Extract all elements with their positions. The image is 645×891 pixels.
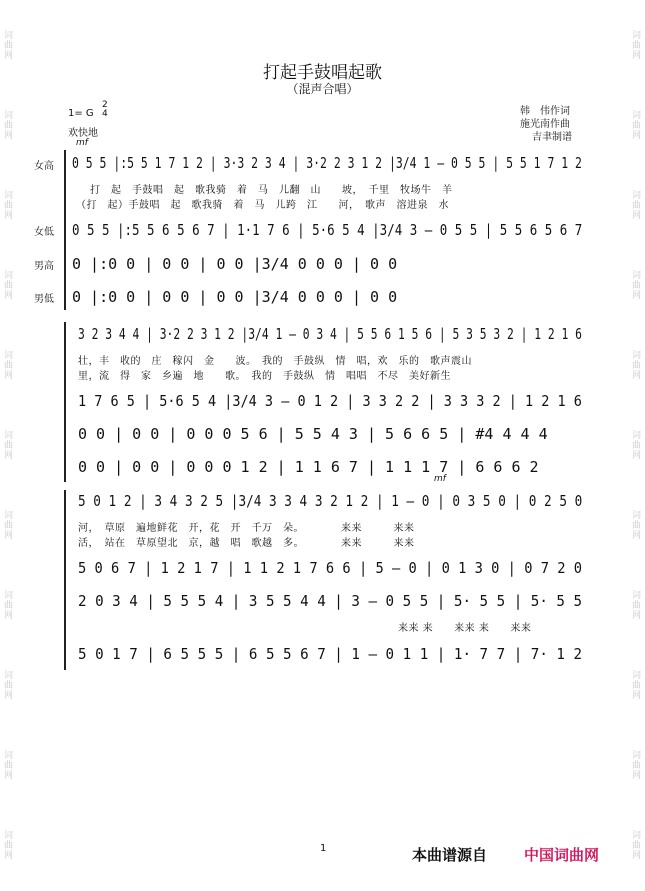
page-number: 1 [320,843,327,854]
watermark-left-4: 词曲网 [2,270,12,300]
time-top: 2 [102,100,108,110]
system2-dynamic: mf [434,474,446,484]
watermark-right-2: 词曲网 [630,110,640,140]
watermark-left-8: 词曲网 [2,590,12,620]
system1-bass: 0 |:0 0 | 0 0 | 0 0 |3/4 0 0 0 | 0 0 [72,288,398,306]
watermark-left-9: 词曲网 [2,670,12,700]
watermark-right-8: 词曲网 [630,590,640,620]
system2-lyric-1: 壮，丰 收的 庄 稼闪 金 波。 我的 手鼓纵 情 唱，欢 乐的 歌声震山 [78,356,472,367]
watermark-left-6: 词曲网 [2,430,12,460]
time-signature [102,101,108,119]
system3-tenor: 2 0 3 4 | 5 5 5 4 | 3 5 5 4 4 | 3 — 0 5 5 | 5· 5 5 | 5· 5 5 [78,592,583,610]
voice-label-tenor: 男高 [34,261,54,272]
key-signature [68,108,94,119]
system2-tenor: 0 0 | 0 0 | 0 0 0 5 6 | 5 5 4 3 | 5 6 6 5 | #4 4 4 4 [78,425,548,443]
key-label: 1= G [68,108,94,119]
watermark-right-11: 词曲网 [630,830,640,860]
system1-soprano: 0 5 5 |:5 5 1 7 1 2 | 3·3 2 3 4 | 3·2 2 3 1 2 |3/4 1 — 0 5 5 | 5 5 1 7 1 2 [72,154,582,172]
watermark-left-2: 词曲网 [2,110,12,140]
system3-bass: 5 0 1 7 | 6 5 5 5 | 6 5 5 6 7 | 1 — 0 1 1 | 1· 7 7 | 7· 1 2 [78,645,583,663]
footer-site[interactable]: 中国词曲网 [524,846,600,864]
dynamic-marking: mf [76,138,88,148]
system1-lyric-2: （打 起）手鼓唱 起 歌我骑 着 马 儿跨 江 河， 歌声 溶进泉 水 [76,200,449,211]
voice-label-bass: 男低 [34,294,54,305]
system1-bracket [64,150,66,310]
page-title: 打起手鼓唱起歌 [263,63,382,83]
system2-alto: 1 7 6 5 | 5·6 5 4 |3/4 3 — 0 1 2 | 3 3 2 2 | 3 3 3 2 | 1 2 1 6 [78,392,582,410]
footer-source: 本曲谱源自 [412,846,488,864]
system3-lyric-1: 河， 草原 遍地鲜花 开，花 开 千万 朵。 来来 来来 [78,523,415,534]
system1-lyric-1: 打 起 手鼓唱 起 歌我骑 着 马 儿翻 山 坡， 千里 牧场牛 羊 [90,185,453,196]
credit-lyricist: 韩 伟作词 [520,106,570,117]
watermark-left-3: 词曲网 [2,190,12,220]
system2-soprano: 3 2 3 4 4 | 3·2 2 3 1 2 |3/4 1 — 0 3 4 | 5 5 6 1 5 6 | 5 3 5 3 2 | 1 2 1 6 [78,325,582,343]
system3-tenor-lyric: 来来 来 来来 来 来来 [398,623,532,634]
watermark-right-4: 词曲网 [630,270,640,300]
watermark-right-1: 词曲网 [630,30,640,60]
system3-bracket [64,490,66,670]
voice-label-soprano: 女高 [34,161,54,172]
page-subtitle: （混声合唱） [286,82,359,96]
credit-composer: 施光南作曲 [520,119,570,130]
watermark-right-7: 词曲网 [630,510,640,540]
watermark-left-5: 词曲网 [2,350,12,380]
watermark-right-9: 词曲网 [630,670,640,700]
watermark-left-10: 词曲网 [2,750,12,780]
watermark-left-7: 词曲网 [2,510,12,540]
watermark-left-11: 词曲网 [2,830,12,860]
credit-arranger: 吉聿制谱 [532,132,572,143]
watermark-right-6: 词曲网 [630,430,640,460]
watermark-right-10: 词曲网 [630,750,640,780]
voice-label-alto: 女低 [34,227,54,238]
system2-lyric-2: 里，流 得 家 乡遍 地 歌。 我的 手鼓纵 情 唱唱 不尽 美好新生 [78,371,451,382]
system3-soprano: 5 0 1 2 | 3 4 3 2 5 |3/4 3 3 4 3 2 1 2 | 1 — 0 | 0 3 5 0 | 0 2 5 0 [78,492,583,510]
system2-bass: 0 0 | 0 0 | 0 0 0 1 2 | 1 1 6 7 | 1 1 1 7 | 6 6 6 2 [78,458,539,476]
watermark-left-1: 词曲网 [2,30,12,60]
watermark-right-5: 词曲网 [630,350,640,380]
system3-alto: 5 0 6 7 | 1 2 1 7 | 1 1 2 1 7 6 6 | 5 — 0 | 0 1 3 0 | 0 7 2 0 [78,559,583,577]
system1-tenor: 0 |:0 0 | 0 0 | 0 0 |3/4 0 0 0 | 0 0 [72,255,398,273]
watermark-right-3: 词曲网 [630,190,640,220]
time-bottom: 4 [102,109,108,119]
system2-bracket [64,322,66,482]
tempo-marking: 欢快地 [68,128,98,139]
system3-lyric-2: 活， 站在 草原望北 京，越 唱 歌越 多。 来来 来来 [78,538,415,549]
system1-alto: 0 5 5 |:5 5 6 5 6 7 | 1·1 7 6 | 5·6 5 4 |3/4 3 — 0 5 5 | 5 5 6 5 6 7 [72,221,583,239]
